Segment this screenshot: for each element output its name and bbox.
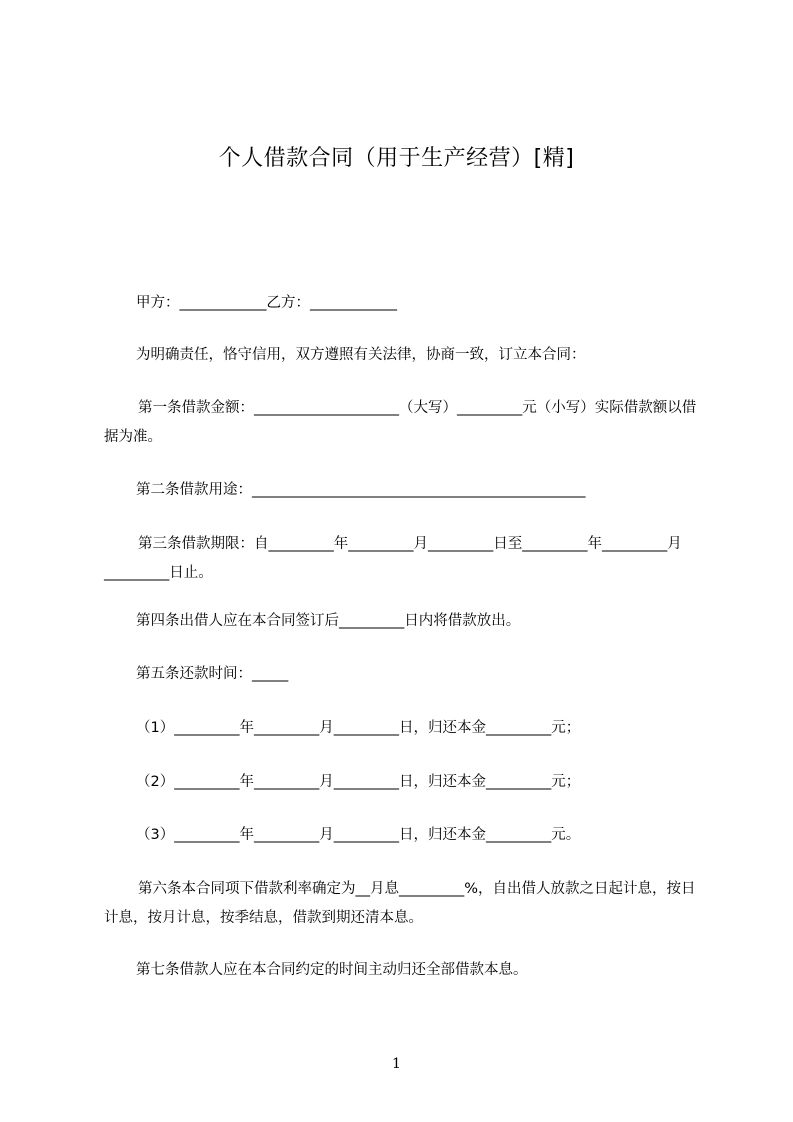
article-3: 第三条借款期限：自_________年_________月_________日至_________年_________月_________日止。: [104, 536, 682, 581]
article-7: 第七条借款人应在本合同约定的时间主动归还全部借款本息。: [136, 962, 528, 978]
intro-paragraph: 为明确责任，恪守信用，双方遵照有关法律，协商一致，订立本合同：: [136, 347, 586, 363]
document-title: 个人借款合同（用于生产经营）[精]: [218, 146, 575, 171]
article-4: 第四条出借人应在本合同签订后_________日内将借款放出。: [136, 613, 521, 629]
article-6: 第六条本合同项下借款利率确定为__月息_________%，自出借人放款之日起计息，按日计息，按月计息，按季结息，借款到期还清本息。: [104, 881, 696, 926]
repayment-item-1: （1）_________年_________月_________日，归还本金_________元；: [136, 720, 581, 736]
article-2: 第二条借款用途：______________________________________________: [136, 482, 586, 498]
repayment-item-2: （2）_________年_________月_________日，归还本金_________元；: [136, 774, 581, 790]
parties-line: 甲方：____________乙方：____________: [136, 295, 397, 311]
article-5: 第五条还款时间：_____: [136, 666, 289, 682]
repayment-item-3: （3）_________年_________月_________日，归还本金_________元。: [136, 827, 581, 843]
page-number: 1: [392, 1056, 401, 1072]
article-1: 第一条借款金额：____________________（大写）_________元（小写）实际借款额以借据为准。: [104, 400, 697, 445]
